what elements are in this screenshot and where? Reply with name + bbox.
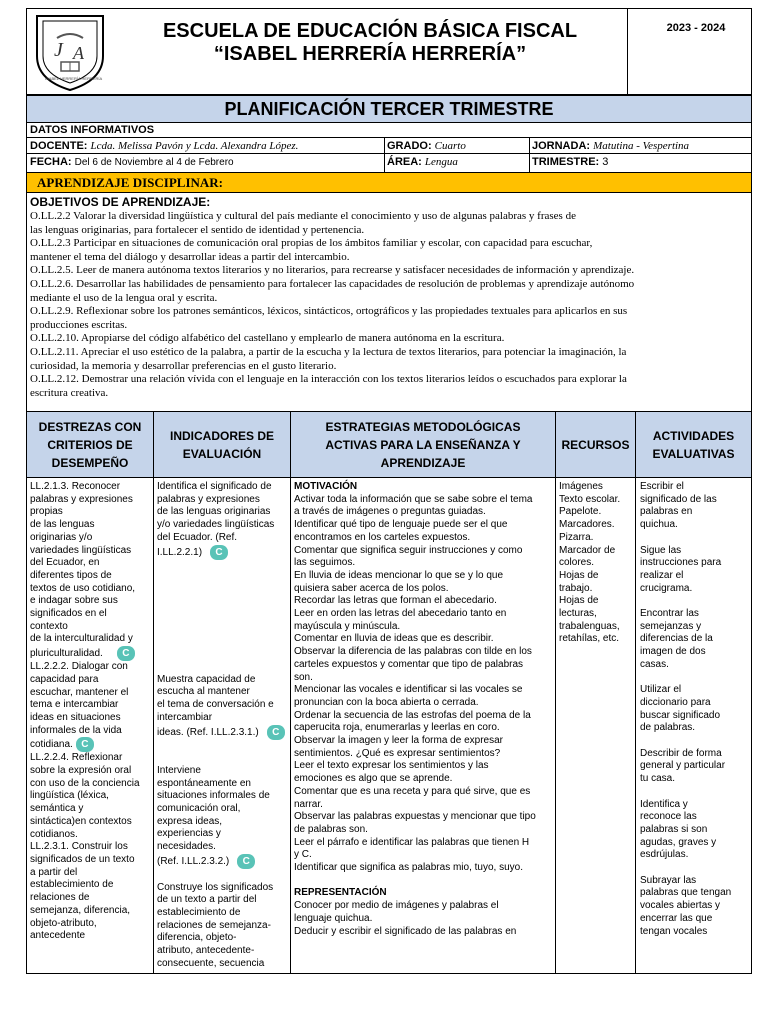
estrategia-line: son. xyxy=(294,671,313,683)
destreza-line: ideas en situaciones xyxy=(30,711,121,723)
indicador-line: consecuente, secuencia xyxy=(157,957,265,969)
actividad-line: Describir de forma xyxy=(640,747,722,759)
destreza-line: informales de la vida xyxy=(30,724,122,736)
estrategia-line: Observar la imagen y leer la forma de expresar xyxy=(294,735,503,747)
estrategia-line: encontramos en los carteles expuestos. xyxy=(294,531,471,543)
actividad-line: quichua. xyxy=(640,519,678,531)
c-badge-icon: C xyxy=(117,646,135,661)
grado-value: Cuarto xyxy=(434,140,466,152)
destreza-line: de la interculturalidad y xyxy=(30,633,133,645)
objetivo-line: O.LL.2.3 Participar en situaciones de comunicación oral propias de los ámbitos familiar y escolar, con capacidad para escuchar, xyxy=(30,237,593,250)
actividad-line: esdrújulas. xyxy=(640,849,689,861)
destreza-line: antecedente xyxy=(30,930,86,942)
c-badge-icon: C xyxy=(237,854,255,869)
info-heading: DATOS INFORMATIVOS xyxy=(30,124,155,136)
indicador-line: diferencia, objeto- xyxy=(157,932,237,944)
estrategia-line: Leer el texto expresar los sentimientos y las xyxy=(294,760,489,772)
indicadores-column xyxy=(157,481,289,971)
actividad-line: Utilizar el xyxy=(640,684,682,696)
estrategia-line: Activar toda la información que se sabe sobre el tema xyxy=(294,493,533,505)
actividad-line: instrucciones para xyxy=(640,557,722,569)
recurso-line: trabalenguas, xyxy=(559,620,620,632)
objetivo-line: producciones escritas. xyxy=(30,318,128,331)
destreza-line: LL.2.1.3. Reconocer xyxy=(30,481,121,492)
destreza-line: semejanza, diferencia, xyxy=(30,904,131,916)
header-indicadores: INDICADORES DE EVALUACIÓN xyxy=(169,429,274,461)
destreza-line xyxy=(30,737,152,752)
indicador-text: I.LL.2.2.1) xyxy=(157,546,203,558)
destreza-line: originarias y/o xyxy=(30,531,93,543)
actividades-column xyxy=(640,481,748,971)
actividad-line: palabras en xyxy=(640,506,693,518)
recurso-line: Hojas de xyxy=(559,569,599,581)
representacion-title: REPRESENTACIÓN xyxy=(294,887,387,899)
estrategia-line: narrar. xyxy=(294,798,323,810)
estrategia-line: sentimientos. ¿Qué es expresar sentimientos? xyxy=(294,747,501,759)
destreza-line: tema e intercambiar xyxy=(30,699,119,711)
school-name-line1: ESCUELA DE EDUCACIÓN BÁSICA FISCAL xyxy=(162,20,578,42)
logo-text: ISABEL HERRERÍA HERRERÍA xyxy=(45,76,103,81)
actividad-line: de palabras. xyxy=(640,722,696,734)
info-jornada xyxy=(532,139,689,154)
table-header xyxy=(26,411,752,478)
header-recursos: RECURSOS xyxy=(561,438,630,452)
estrategia-line: Leer el párrafo e identificar las palabras que tienen H xyxy=(294,836,530,848)
c-badge-icon: C xyxy=(267,725,285,740)
svg-text:J: J xyxy=(54,39,63,61)
destreza-line: variedades lingüísticas xyxy=(30,544,132,556)
indicador-line: relaciones de semejanza- xyxy=(157,919,271,931)
area-label: ÁREA: xyxy=(387,156,422,168)
estrategia-line: Ordenar la secuencia de las estrofas del poema de la xyxy=(294,709,531,721)
destreza-line: establecimiento de xyxy=(30,879,114,891)
destreza-line: semántica y xyxy=(30,803,84,815)
recurso-line: colores. xyxy=(559,557,595,569)
recurso-line: trabajo. xyxy=(559,582,593,594)
info-fecha xyxy=(30,155,234,170)
indicador-line: intercambiar xyxy=(157,711,213,723)
actividad-line: tengan vocales xyxy=(640,925,708,937)
header-estrategias: ESTRATEGIAS METODOLÓGICAS ACTIVAS PARA LA ENSEÑANZA Y APRENDIZAJE xyxy=(325,420,521,470)
plan-title-bar xyxy=(26,95,752,123)
actividad-line: significado de las xyxy=(640,493,717,505)
destreza-line: LL.2.3.1. Construir los xyxy=(30,841,128,853)
estrategia-line: Comentar que significa seguir instrucciones y como xyxy=(294,544,523,556)
estrategia-line: emociones es algo que se aprende. xyxy=(294,773,453,785)
trimestre-value: 3 xyxy=(602,156,609,168)
actividad-line: imagen de dos xyxy=(640,646,706,658)
destreza-line: objeto-atributo, xyxy=(30,917,97,929)
recursos-column xyxy=(559,481,633,971)
destreza-line: textos de uso cotidiano, xyxy=(30,582,136,594)
actividad-line: Sigue las xyxy=(640,544,682,556)
recurso-line: lecturas, xyxy=(559,608,597,620)
trimestre-label: TRIMESTRE: xyxy=(532,156,600,168)
destreza-line: propias xyxy=(30,506,63,518)
destreza-line: diferentes tipos de xyxy=(30,569,112,581)
actividad-line: agudas, graves y xyxy=(640,836,717,848)
recurso-line: Papelote. xyxy=(559,506,602,518)
indicador-line: Muestra capacidad de xyxy=(157,673,256,685)
recurso-line: Marcadores. xyxy=(559,519,615,531)
actividad-line: realizar el xyxy=(640,569,684,581)
destreza-line: capacidad para xyxy=(30,673,99,685)
recurso-line: retahílas, etc. xyxy=(559,633,620,645)
indicador-line: expresa ideas, xyxy=(157,815,223,827)
actividad-line: reconoce las xyxy=(640,811,697,823)
recurso-line: Marcador de xyxy=(559,544,616,556)
indicador-text: ideas. (Ref. I.LL.2.3.1.) xyxy=(157,726,259,738)
info-trimestre xyxy=(532,155,608,170)
destreza-line: cotidianos. xyxy=(30,828,78,840)
indicador-line: situaciones informales de xyxy=(157,790,270,802)
school-year: 2023 - 2024 xyxy=(666,22,726,34)
estrategia-line: mayúscula y minúscula. xyxy=(294,620,401,632)
actividad-line: palabras que tengan xyxy=(640,887,732,899)
indicador-line: comunicación oral, xyxy=(157,803,241,814)
fecha-value: Del 6 de Noviembre al 4 de Febrero xyxy=(74,157,234,168)
estrategia-line: Identificar que significa as palabras mio, tuyo, suyo. xyxy=(294,862,524,874)
school-logo xyxy=(31,12,109,92)
destreza-line: relaciones de xyxy=(30,892,90,904)
actividad-line: Identifica y xyxy=(640,798,688,810)
estrategia-line: En lluvia de ideas mencionar lo que se y lo que xyxy=(294,569,504,581)
header-destrezas: DESTREZAS CON CRITERIOS DE DESEMPEÑO xyxy=(38,420,142,470)
c-badge-icon: C xyxy=(76,737,94,752)
objetivo-line: O.LL.2.10. Apropiarse del código alfabético del castellano y emplearlo de manera autónoma en la escritura. xyxy=(30,332,505,345)
jornada-label: JORNADA: xyxy=(532,140,591,152)
estrategia-line: y C. xyxy=(294,849,312,861)
indicador-line: del Ecuador. (Ref. xyxy=(157,531,238,543)
actividad-line: diferencias de la xyxy=(640,633,713,645)
actividad-line: semejanzas y xyxy=(640,620,702,632)
estrategia-line: Deducir y escribir el significado de las palabras en xyxy=(294,925,517,937)
estrategia-line: Observar la diferencia de las palabras con tilde en los xyxy=(294,646,532,658)
docente-label: DOCENTE: xyxy=(30,140,88,152)
actividad-line: palabras si son xyxy=(640,823,708,835)
indicador-line xyxy=(157,725,289,740)
estrategia-line: Observar las palabras expuestas y mencionar que tipo xyxy=(294,811,536,823)
objetivo-line: escritura creativa. xyxy=(30,386,109,399)
estrategia-line: Identificar qué tipo de lenguaje puede ser el que xyxy=(294,519,508,531)
actividad-line: encerrar las que xyxy=(640,912,713,924)
indicador-line: establecimiento de xyxy=(157,906,241,918)
info-docente xyxy=(30,139,298,154)
estrategia-line: caperucita roja, enumerarlas y leerlas en coro. xyxy=(294,722,500,734)
destreza-line: a partir del xyxy=(30,866,78,878)
actividad-line: Encontrar las xyxy=(640,608,699,619)
estrategia-line: Recordar las letras que forman el abecedario. xyxy=(294,595,497,607)
objetivo-line: las lenguas originarias, para fortalecer el sentido de identidad y pertenencia. xyxy=(30,223,365,236)
actividad-line: buscar significado xyxy=(640,709,721,721)
actividad-line: tu casa. xyxy=(640,773,676,785)
c-badge-icon: C xyxy=(210,545,228,560)
estrategia-line: de palabras son. xyxy=(294,823,368,835)
estrategia-line: quisiera saber acerca de los polos. xyxy=(294,582,449,594)
objetivos-list xyxy=(30,210,745,400)
estrategia-line: Mencionar las vocales e identificar si las vocales se xyxy=(294,684,523,696)
destreza-line: sobre la expresión oral xyxy=(30,765,132,777)
info-grado xyxy=(387,139,466,154)
estrategia-line: Leer en orden las letras del abecedario tanto en xyxy=(294,608,507,620)
indicador-text: (Ref. I.LL.2.3.2.) xyxy=(157,855,230,867)
estrategia-line: las seguimos. xyxy=(294,557,356,569)
recurso-line: Texto escolar. xyxy=(559,493,621,505)
area-value: Lengua xyxy=(424,156,458,168)
header-actividades: ACTIVIDADES EVALUATIVAS xyxy=(652,429,735,461)
destreza-text: cotidiana. xyxy=(30,739,73,751)
objetivo-line: O.LL.2.12. Demostrar una relación vívida con el lenguaje en la interacción con los textos literarios leídos o escuchados para explorar la xyxy=(30,373,627,386)
objetivo-line: mediante el uso de la lengua oral y escrita. xyxy=(30,291,218,304)
indicador-line: atributo, antecedente- xyxy=(157,945,255,957)
indicador-line: de las lenguas originarias xyxy=(157,506,271,518)
indicador-line: Construye los significados xyxy=(157,881,274,893)
destreza-line: significados en el xyxy=(30,608,107,620)
destreza-line: LL.2.2.4. Reflexionar xyxy=(30,752,123,764)
recurso-line: Imágenes xyxy=(559,481,603,492)
indicador-line xyxy=(157,854,289,869)
destreza-line xyxy=(30,646,152,661)
estrategias-column xyxy=(294,481,550,971)
actividad-line: Escribir el xyxy=(640,481,684,492)
destreza-line: de las lenguas xyxy=(30,519,95,531)
actividad-line: vocales abiertas y xyxy=(640,900,721,912)
actividad-line: Subrayar las xyxy=(640,874,697,886)
destreza-line: con uso de la conciencia xyxy=(30,777,140,789)
indicador-line: Interviene xyxy=(157,764,201,776)
indicador-line: Identifica el significado de xyxy=(157,481,272,492)
estrategia-line: Comentar que es una receta y para qué sirve, que es xyxy=(294,785,531,797)
destreza-line: lingüística (léxica, xyxy=(30,790,109,802)
jornada-value: Matutina - Vespertina xyxy=(593,140,690,152)
actividad-line: diccionario para xyxy=(640,696,711,708)
destreza-line: del Ecuador, en xyxy=(30,557,100,569)
objetivos-heading: OBJETIVOS DE APRENDIZAJE: xyxy=(30,195,211,209)
objetivo-line: curiosidad, la memoria y desarrollar preferencias en el gusto literario. xyxy=(30,359,337,372)
objetivo-line: O.LL.2.6. Desarrollar las habilidades de pensamiento para fortalecer las capacidades de resolución de problemas y aprendizaje autónomo xyxy=(30,277,635,290)
recurso-line: Pizarra. xyxy=(559,531,594,543)
fecha-label: FECHA: xyxy=(30,156,72,168)
indicador-line: el tema de conversación e xyxy=(157,699,274,711)
indicador-line: necesidades. xyxy=(157,841,216,853)
objetivo-line: O.LL.2.5. Leer de manera autónoma textos literarios y no literarios, para recrearse y satisfacer necesidades de información y aprendizaje. xyxy=(30,264,635,277)
destreza-text: pluriculturalidad. xyxy=(30,648,103,660)
aprendizaje-bar xyxy=(26,172,752,193)
estrategia-line: pronuncian con la boca abierta o cerrada. xyxy=(294,696,479,708)
objetivo-line: O.LL.2.2 Valorar la diversidad lingüística y cultural del país mediante el conocimiento y uso de algunas palabras y frases de xyxy=(30,210,576,222)
actividad-line: crucigrama. xyxy=(640,582,693,594)
actividad-line: casas. xyxy=(640,658,669,670)
destrezas-column xyxy=(30,481,152,971)
estrategia-line: carteles expuestos y comentar que tipo de palabras xyxy=(294,658,524,670)
aprendizaje-title: APRENDIZAJE DISCIPLINAR: xyxy=(37,175,223,190)
estrategia-line: Conocer por medio de imágenes y palabras el xyxy=(294,900,499,912)
indicador-line: escucha al mantener xyxy=(157,686,250,698)
destreza-line: escuchar, mantener el xyxy=(30,686,129,698)
indicador-line: palabras y expresiones xyxy=(157,493,260,505)
destreza-line: LL.2.2.2. Dialogar con xyxy=(30,661,128,673)
objetivo-line: O.LL.2.11. Apreciar el uso estético de la palabra, a partir de la escucha y la lectura de textos literarios, para potenciar la imaginación, la xyxy=(30,345,627,358)
actividad-line: general y particular xyxy=(640,760,726,772)
destreza-line: e indagar sobre sus xyxy=(30,595,118,607)
indicador-line: de un texto a partir del xyxy=(157,894,257,906)
grado-label: GRADO: xyxy=(387,140,432,152)
estrategia-line: a través de imágenes o preguntas guiadas. xyxy=(294,506,486,518)
motivacion-title: MOTIVACIÓN xyxy=(294,481,358,492)
plan-title: PLANIFICACIÓN TERCER TRIMESTRE xyxy=(224,99,554,119)
indicador-line: espontáneamente en xyxy=(157,777,251,789)
objetivo-line: O.LL.2.9. Reflexionar sobre los patrones semánticos, léxicos, sintácticos, ortográficos y las propiedades textuales para aplicarlos en sus xyxy=(30,305,628,318)
school-name-line2: “ISABEL HERRERÍA HERRERÍA” xyxy=(213,43,527,65)
docente-value: Lcda. Melissa Pavón y Lcda. Alexandra López. xyxy=(90,140,299,152)
estrategia-line: lenguaje quichua. xyxy=(294,912,373,924)
svg-text:A: A xyxy=(73,43,84,63)
info-area xyxy=(387,155,458,170)
destreza-line: palabras y expresiones xyxy=(30,493,133,505)
objetivo-line: mantener el tema del diálogo y desarrollar ideas a partir del intercambio. xyxy=(30,250,350,263)
recurso-line: Hojas de xyxy=(559,595,599,607)
indicador-line xyxy=(157,545,289,560)
destreza-line: significados de un texto xyxy=(30,853,135,865)
destreza-line: contexto xyxy=(30,620,68,632)
estrategia-line: Comentar en lluvia de ideas que es describir. xyxy=(294,633,494,645)
indicador-line: y/o variedades lingüísticas xyxy=(157,519,275,531)
indicador-line: experiencias y xyxy=(157,828,221,840)
destreza-line: sintáctica)en contextos xyxy=(30,815,132,827)
